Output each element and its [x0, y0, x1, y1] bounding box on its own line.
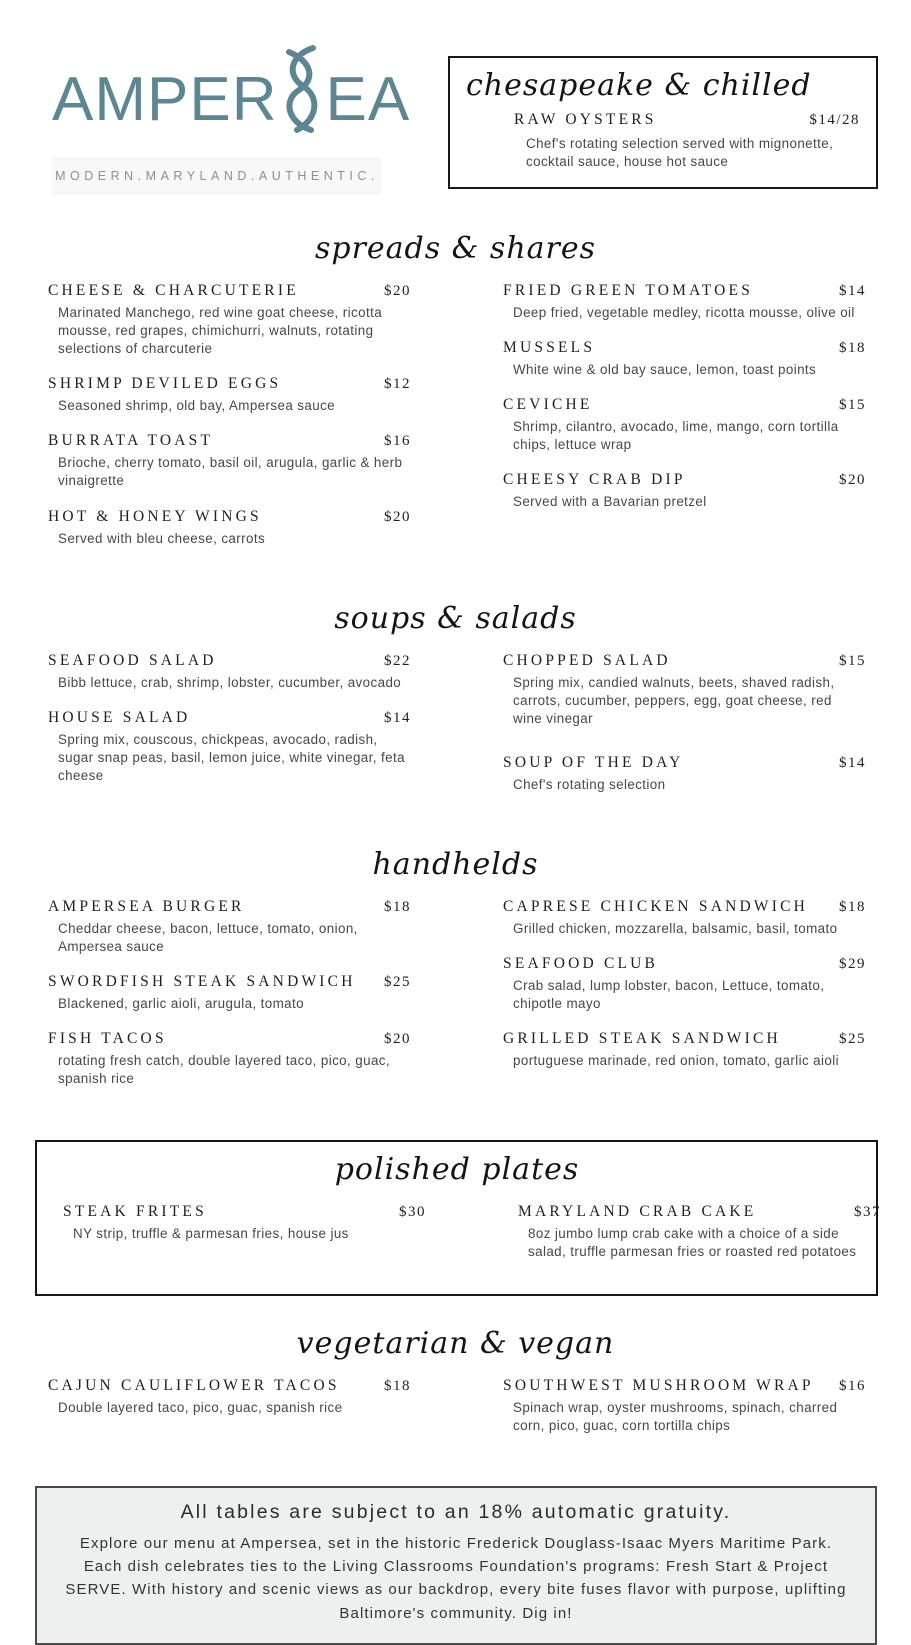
item-desc: Spring mix, couscous, chickpeas, avocado, radish, sugar snap peas, basil, lemon juice, white vinegar, feta cheese	[58, 731, 405, 783]
item-desc: Served with a Bavarian pretzel	[513, 494, 707, 510]
menu-section-soups-salads	[0, 601, 911, 811]
item-name: CHEESY CRAB DIP	[503, 471, 686, 489]
footer-description: Explore our menu at Ampersea, set in the historic Frederick Douglass-Isaac Myers Maritime Park. Each dish celebrates ties to the Living Classrooms Foundation's programs: Fresh Start & Project SERVE. With history and scenic views as our backdrop, every bite fuses flavor with purpose, uplifting Baltimore's community. Dig in!	[65, 1534, 847, 1622]
item-name: FISH TACOS	[48, 1030, 167, 1048]
menu-item	[503, 652, 866, 728]
item-desc: Cheddar cheese, bacon, lettuce, tomato, onion, Ampersea sauce	[58, 921, 358, 955]
item-name: FRIED GREEN TOMATOES	[503, 282, 754, 299]
section-right-column	[503, 1377, 866, 1452]
item-name: STEAK FRITES	[63, 1202, 207, 1220]
item-price: $15	[839, 397, 866, 414]
item-name: SHRIMP DEVILED EGGS	[48, 375, 282, 393]
section-title: polished plates	[334, 1151, 580, 1187]
menu-item	[503, 396, 866, 454]
logo-text-after: EA	[325, 64, 411, 134]
item-price: $16	[839, 1377, 866, 1394]
item-name: SEAFOOD CLUB	[503, 955, 659, 973]
item-name: SWORDFISH STEAK SANDWICH	[48, 973, 356, 991]
item-desc: Bibb lettuce, crab, shrimp, lobster, cucumber, avocado	[58, 674, 402, 690]
item-price: $14/28	[809, 112, 860, 128]
item-name: CHEESE & CHARCUTERIE	[48, 282, 299, 299]
item-price: $25	[384, 974, 411, 991]
footer-notice	[35, 1486, 877, 1645]
menu-item	[48, 973, 411, 1013]
item-name: CAJUN CAULIFLOWER TACOS	[48, 1376, 340, 1394]
header	[0, 0, 911, 195]
item-price: $18	[839, 899, 866, 916]
menu-item	[503, 339, 866, 379]
menu-item	[503, 955, 866, 1013]
item-desc: Served with bleu cheese, carrots	[58, 530, 266, 546]
item-desc: Spring mix, candied walnuts, beets, shaved radish, carrots, cucumber, peppers, egg, goat cheese, red wine vinegar	[513, 674, 835, 726]
item-desc: Crab salad, lump lobster, bacon, Lettuce, tomato, chipotle mayo	[513, 978, 825, 1012]
item-price: $25	[839, 1031, 866, 1048]
menu-item	[503, 282, 866, 322]
item-desc: NY strip, truffle & parmesan fries, house jus	[73, 1225, 349, 1241]
item-name: SOUTHWEST MUSHROOM WRAP	[503, 1376, 814, 1394]
item-desc: Marinated Manchego, red wine goat cheese, ricotta mousse, red grapes, chimichurri, walnuts, rotating selections of charcuterie	[58, 305, 383, 357]
item-price: $20	[384, 508, 411, 525]
menu-item	[48, 508, 411, 548]
item-desc: Brioche, cherry tomato, basil oil, arugula, garlic & herb vinaigrette	[58, 455, 403, 489]
section-title: vegetarian & vegan	[296, 1325, 615, 1361]
item-price: $18	[384, 1377, 411, 1394]
item-desc: Chef's rotating selection served with mignonette, cocktail sauce, house hot sauce	[526, 136, 834, 170]
item-name: AMPERSEA BURGER	[48, 898, 245, 916]
item-name: SOUP OF THE DAY	[503, 753, 684, 771]
item-price: $22	[384, 652, 411, 669]
item-desc: Grilled chicken, mozzarella, balsamic, basil, tomato	[513, 921, 838, 937]
brand-block	[52, 56, 411, 195]
item-desc: Double layered taco, pico, guac, spanish rice	[58, 1399, 343, 1415]
item-price: $18	[384, 899, 411, 916]
section-left-column	[48, 282, 411, 565]
section-left-column	[48, 1377, 411, 1434]
item-desc: Blackened, garlic aioli, arugula, tomato	[58, 996, 305, 1012]
menu-section-handhelds	[0, 847, 911, 1105]
menu-item	[503, 471, 866, 511]
item-price: $37	[854, 1203, 881, 1220]
section-left-column	[63, 1203, 426, 1260]
menu-item	[48, 432, 411, 490]
logo-text-before: AMPER	[52, 64, 278, 134]
item-name: BURRATA TOAST	[48, 432, 214, 450]
section-title: spreads & shares	[314, 231, 597, 266]
item-price: $12	[384, 376, 411, 393]
item-desc: Spinach wrap, oyster mushrooms, spinach, charred corn, pico, guac, corn tortilla chips	[513, 1399, 838, 1433]
item-desc: Seasoned shrimp, old bay, Ampersea sauce	[58, 398, 336, 414]
item-desc: rotating fresh catch, double layered taco, pico, guac, spanish rice	[58, 1053, 391, 1087]
item-price: $20	[384, 283, 411, 299]
item-price: $14	[384, 709, 411, 726]
menu-section-spreads-shares	[0, 231, 911, 565]
section-title: soups & salads	[334, 600, 577, 636]
item-name: HOUSE SALAD	[48, 708, 191, 726]
menu-item	[48, 282, 411, 358]
section-left-column	[48, 652, 411, 802]
section-right-column	[503, 898, 866, 1087]
item-price: $18	[839, 340, 866, 357]
menu-item	[503, 898, 866, 938]
item-desc: White wine & old bay sauce, lemon, toast points	[513, 362, 817, 378]
menu-item	[503, 754, 866, 794]
item-desc: Chef's rotating selection	[513, 776, 666, 792]
menu-item	[48, 709, 411, 785]
item-desc: Deep fried, vegetable medley, ricotta mousse, olive oil	[513, 305, 855, 320]
menu-section-polished-plates	[35, 1140, 881, 1296]
item-price: $15	[839, 652, 866, 669]
item-price: $29	[839, 956, 866, 973]
menu-item	[503, 1377, 866, 1435]
menu-item	[464, 111, 860, 129]
item-desc: Shrimp, cilantro, avocado, lime, mango, corn tortilla chips, lettuce wrap	[513, 419, 839, 453]
item-name: GRILLED STEAK SANDWICH	[503, 1030, 781, 1048]
menu-item	[63, 1203, 426, 1243]
section-title: handhelds	[372, 847, 539, 883]
featured-section-chesapeake-chilled	[448, 56, 878, 189]
item-name: CEVICHE	[503, 396, 593, 414]
gratuity-notice: All tables are subject to an 18% automatic gratuity.	[180, 1500, 732, 1523]
menu-item	[48, 1377, 411, 1417]
section-right-column	[503, 652, 866, 811]
item-price: $14	[839, 754, 866, 771]
menu-section-vegetarian-vegan	[0, 1326, 911, 1452]
item-price: $16	[384, 433, 411, 450]
menu-item	[48, 1030, 411, 1088]
item-name: RAW OYSTERS	[514, 111, 657, 128]
ampersand-knot-icon	[275, 42, 327, 143]
brand-tagline: MODERN.MARYLAND.AUTHENTIC.	[52, 157, 382, 195]
menu-item	[48, 652, 411, 692]
section-left-column	[48, 898, 411, 1105]
menu-item	[503, 1030, 866, 1070]
item-name: MUSSELS	[503, 339, 596, 357]
item-price: $20	[839, 472, 866, 489]
section-right-column	[503, 282, 866, 528]
item-name: HOT & HONEY WINGS	[48, 507, 262, 525]
item-name: CAPRESE CHICKEN SANDWICH	[503, 898, 809, 916]
brand-logo	[52, 56, 411, 143]
menu-item	[48, 898, 411, 956]
item-price: $30	[399, 1203, 426, 1220]
item-price: $14	[839, 283, 866, 299]
item-desc: 8oz jumbo lump crab cake with a choice of a side salad, truffle parmesan fries or roasted red potatoes	[528, 1225, 857, 1259]
menu-item	[48, 375, 411, 415]
item-price: $20	[384, 1031, 411, 1048]
item-name: CHOPPED SALAD	[503, 651, 671, 669]
item-name: SEAFOOD SALAD	[48, 651, 217, 669]
featured-section-title: chesapeake & chilled	[466, 68, 812, 103]
section-right-column	[518, 1203, 881, 1278]
item-desc: portuguese marinade, red onion, tomato, garlic aioli	[513, 1053, 839, 1069]
menu-item	[518, 1203, 881, 1261]
item-name: MARYLAND CRAB CAKE	[518, 1202, 757, 1220]
